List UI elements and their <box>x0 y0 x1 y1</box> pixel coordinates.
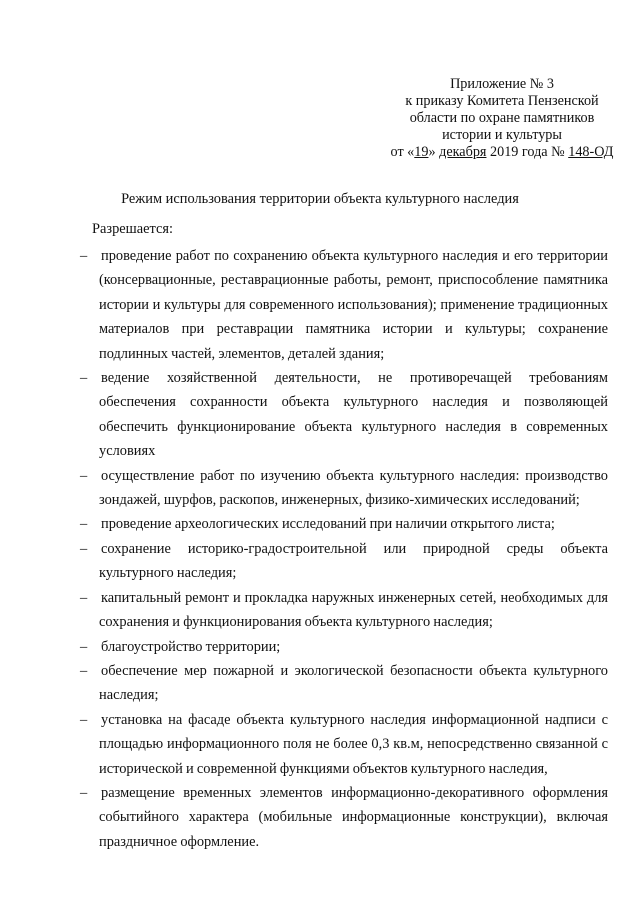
date-mid: » <box>428 144 440 160</box>
list-item <box>0 366 640 464</box>
list-item <box>0 659 640 708</box>
appendix-number: Приложение № 3 <box>450 76 554 92</box>
list-item <box>0 464 640 513</box>
order-year: 2019 года № <box>486 144 569 160</box>
list-dash: – <box>80 638 88 655</box>
order-reference-line: к приказу Комитета Пензенской <box>405 93 599 109</box>
list-item <box>0 586 640 635</box>
list-item <box>0 244 640 366</box>
permitted-activities-list <box>0 244 640 854</box>
appendix-header <box>384 76 620 161</box>
list-item-text: размещение временных элементов информационно-декоративного оформления событийного характера (мобильные информационные конструкции), включая праздничное оформление. <box>99 784 608 850</box>
list-dash: – <box>80 784 88 801</box>
list-item-text: проведение археологических исследований при наличии открытого листа; <box>101 516 555 533</box>
committee-name-line-end: истории и культуры <box>442 127 562 143</box>
document-title: Режим использования территории объекта культурного наследия <box>121 191 519 207</box>
list-item <box>0 537 640 586</box>
list-item-text: проведение работ по сохранению объекта культурного наследия и его территории (консервационные, реставрационные работы, ремонт, приспособление памятника истории и культуры для современного использования); применение традиционных материалов при реставрации памятника истории и культуры; сохранение подлинных частей, элементов, деталей здания; <box>99 248 608 362</box>
list-dash: – <box>80 467 88 484</box>
permitted-intro: Разрешается: <box>92 221 173 237</box>
order-day: 19 <box>414 144 429 160</box>
list-item <box>0 512 640 536</box>
list-item-text: обеспечение мер пожарной и экологической безопасности объекта культурного наследия; <box>99 662 608 704</box>
list-dash: – <box>80 589 88 606</box>
list-item-text: благоустройство территории; <box>101 638 281 655</box>
list-dash: – <box>80 711 88 728</box>
order-number: 148-ОД <box>568 144 614 160</box>
list-item-text: ведение хозяйственной деятельности, не противоречащей требованиям обеспечения сохранности объекта культурного наследия и позволяющей обеспечить функционирование объекта культурного наследия в современных условиях <box>99 370 608 460</box>
list-dash: – <box>80 662 88 679</box>
date-prefix: от « <box>390 144 415 160</box>
list-item-text: осуществление работ по изучению объекта культурного наследия: производство зондажей, шурфов, раскопов, инженерных, физико-химических исследований; <box>99 467 608 509</box>
list-item <box>0 635 640 659</box>
list-item <box>0 781 640 854</box>
order-date-line <box>384 144 620 161</box>
committee-name-line: области по охране памятников <box>409 110 595 126</box>
list-dash: – <box>80 248 88 264</box>
list-item-text: капитальный ремонт и прокладка наружных инженерных сетей, необходимых для сохранения и функционирования объекта культурного наследия; <box>99 589 608 631</box>
list-item-text: сохранение историко-градостроительной или природной среды объекта культурного наследия; <box>99 540 608 582</box>
list-item-text: установка на фасаде объекта культурного наследия информационной надписи с площадью информационного поля не более 0,3 кв.м, непосредственно связанной с исторической и современной функциями объектов культурного наследия, <box>99 711 608 777</box>
list-dash: – <box>80 516 88 533</box>
order-month: декабря <box>439 144 487 160</box>
list-dash: – <box>80 540 88 557</box>
list-item <box>0 708 640 781</box>
list-dash: – <box>80 370 88 387</box>
